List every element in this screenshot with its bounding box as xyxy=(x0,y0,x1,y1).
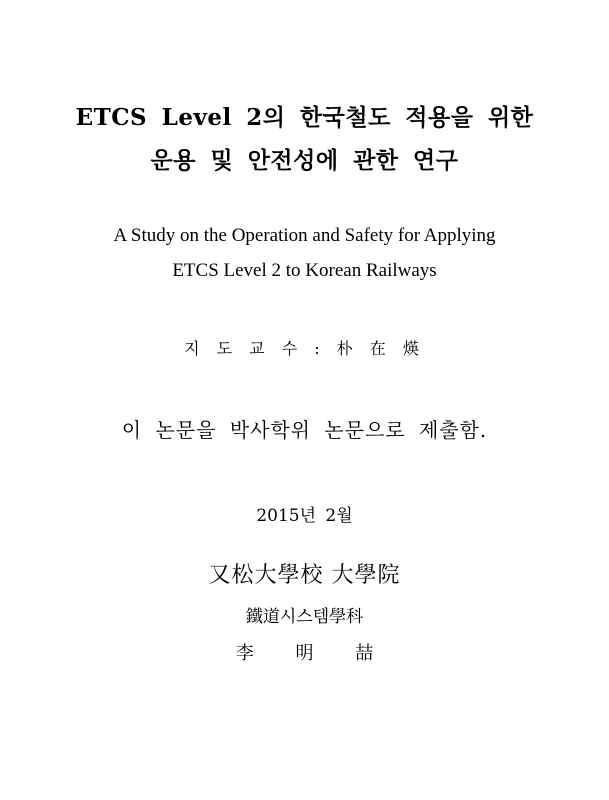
submission-statement: 이 논문을 박사학위 논문으로 제출함. xyxy=(121,418,488,442)
author-name: 李 明 喆 xyxy=(235,643,392,664)
advisor-line: 지 도 교 수 : 朴 在 煐 xyxy=(184,339,425,358)
korean-title-line-1: ETCS Level 2의 한국철도 적용을 위한 xyxy=(75,104,534,131)
department-name: 鐵道시스템學科 xyxy=(245,607,364,627)
english-title-line-1: A Study on the Operation and Safety for Applying xyxy=(113,225,496,246)
university-name: 又松大學校 大學院 xyxy=(208,563,401,588)
english-title-line-2: ETCS Level 2 to Korean Railways xyxy=(172,260,437,281)
submission-date: 2015년 2월 xyxy=(256,506,353,526)
korean-title-line-2: 운용 및 안전성에 관한 연구 xyxy=(150,147,459,174)
